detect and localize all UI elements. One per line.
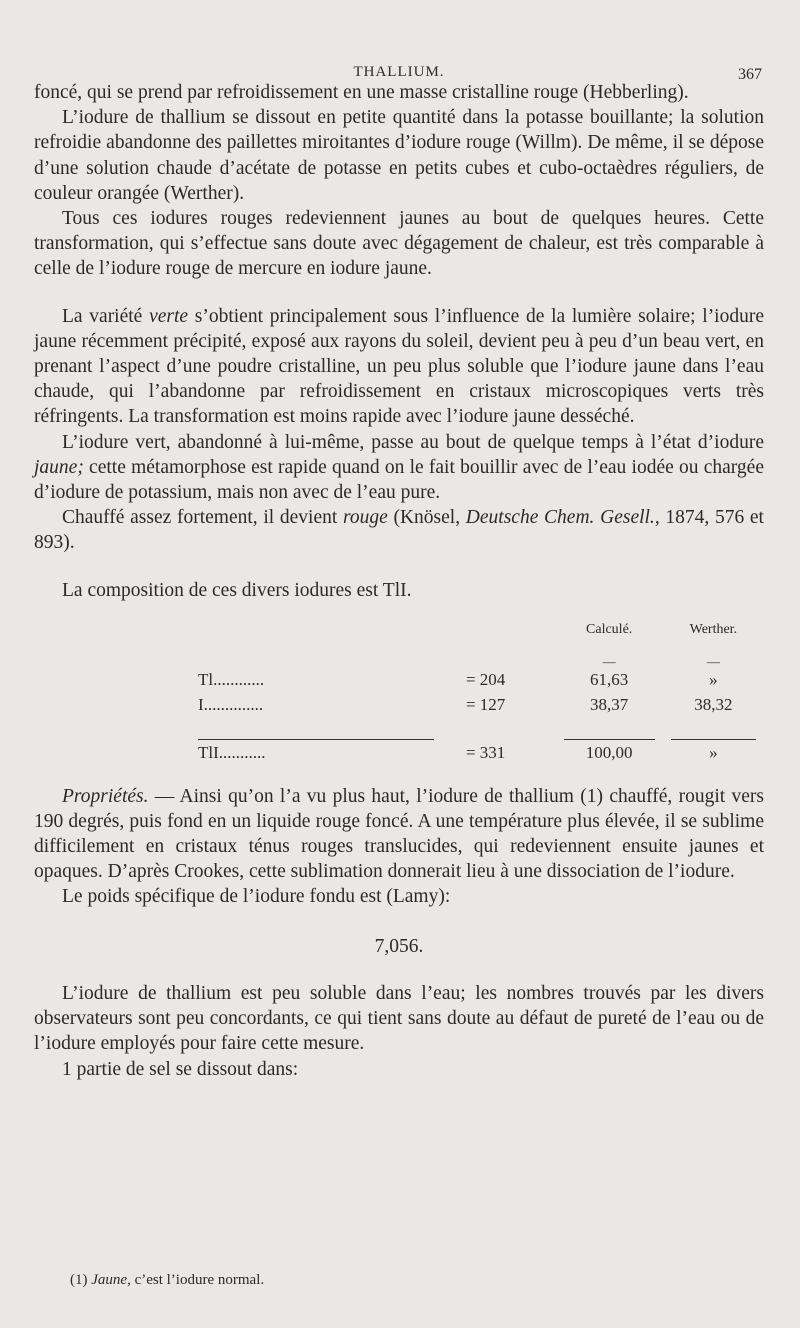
paragraph-5 — [34, 430, 764, 506]
total-equivalent: = 331 — [465, 743, 506, 763]
total-werther: » — [709, 743, 718, 763]
row-equivalent: = 127 — [465, 695, 506, 715]
header-werther: Werther. — [689, 621, 738, 637]
page-header — [34, 52, 764, 83]
row-werther: » — [709, 670, 718, 690]
row-label: Tl............ — [198, 670, 265, 690]
paragraph-2: L’iodure de thallium se dissout en petite quantité dans la potasse bouillante; la solution refroidie abandonne des paillettes miroitantes d’iodure rouge (Willm). De même, il se dépose d’une solution chaude d’acétate de potasse en petits cubes et cubo-octaèdres réguliers, de couleur orangée (Werther). — [34, 107, 764, 204]
running-title: THALLIUM. — [353, 64, 445, 80]
table-row — [34, 692, 764, 717]
dash-calcule: — — [602, 654, 616, 670]
paragraph-6-emphasis: rouge — [343, 507, 388, 529]
footnote-mark: (1) — [70, 1272, 92, 1288]
paragraph-partie: 1 partie de sel se dissout dans: — [62, 1058, 299, 1080]
journal-title: Deutsche Chem. Gesell. — [465, 507, 655, 529]
footnote — [70, 1268, 264, 1293]
paragraph-6 — [34, 505, 764, 555]
footnote-text: c’est l’iodure normal. — [130, 1272, 265, 1288]
paragraph-proprietes-text: — Ainsi qu’on l’a vu plus haut, l’iodure de thallium (1) chauffé, rougit vers 190 degrés, puis fond en un liquide rouge foncé. A une température plus élevée, il se sublime difficilement en cristaux ténus rouges translucides, qui redeviennent ensuite jaunes et opaques. D’après Crookes, cette sublimation donnerait lieu à une dissociation de l’iodure. — [34, 785, 764, 883]
paragraph-4 — [34, 304, 764, 430]
page-number: 367 — [738, 66, 762, 83]
paragraph-5-start: L’iodure vert, abandonné à lui-même, passe au bout de quelque temps à l’état d’iodure — [62, 431, 764, 453]
total-calcule: 100,00 — [585, 743, 633, 763]
table-total-row — [34, 740, 764, 765]
paragraph-5-end: cette métamorphose est rapide quand on le fait bouillir avec de l’eau iodée ou chargée d’iodure de potassium, mais non avec de l’eau pure. — [34, 456, 764, 504]
section-heading: Propriétés. — [62, 785, 149, 807]
paragraph-1: foncé, qui se prend par refroidissement en une masse cristalline rouge (Hebberling). — [34, 82, 689, 103]
paragraph-6-start: Chauffé assez fortement, il devient — [62, 507, 343, 529]
total-label: TlI........... — [198, 743, 266, 763]
paragraph-4-end: s’obtient principalement sous l’influence de la lumière solaire; l’iodure jaune récemment précipité, exposé aux rayons du soleil, devient peu à peu d’un beau vert, en prenant l’aspect d’une poudre cristalline, un peu plus soluble que l’iodure jaune dans l’eau chaude, qui l’abandonne par refroidissement en cristaux microscopiques verts très réfringents. La transformation est moins rapide avec l’iodure jaune desséché. — [34, 305, 764, 428]
paragraph-6-middle: (Knösel, — [387, 507, 466, 529]
row-equivalent: = 204 — [465, 670, 506, 690]
paragraph-poids: Le poids spécifique de l’iodure fondu est (Lamy): — [62, 886, 451, 908]
header-calcule: Calculé. — [586, 621, 633, 637]
paragraph-5-emphasis: jaune; — [34, 456, 84, 478]
composition-table — [34, 617, 764, 766]
paragraph-proprietes — [34, 784, 764, 885]
paragraph-4-emphasis: verte — [149, 305, 189, 327]
paragraph-solubilite: L’iodure de thallium est peu soluble dans l’eau; les nombres trouvés par les divers observateurs sont peu concordants, ce qui tient sans doute au défaut de pureté de l’eau ou de l’iodure employés pour faire cette mesure. — [34, 982, 764, 1055]
row-label: I.............. — [198, 695, 264, 715]
specific-gravity-value: 7,056. — [374, 935, 424, 957]
paragraph-7: La composition de ces divers iodures est TlI. — [62, 579, 412, 601]
paragraph-3: Tous ces iodures rouges redeviennent jaunes au bout de quelques heures. Cette transformation, qui s’effectue sans doute avec dégagement de chaleur, est très comparable à celle de l’iodure rouge de mercure en iodure jaune. — [34, 208, 764, 280]
footnote-emphasis: Jaune, — [91, 1272, 131, 1288]
row-calcule: 38,37 — [590, 695, 629, 715]
dash-werther: — — [706, 654, 720, 670]
row-calcule: 61,63 — [590, 670, 629, 690]
paragraph-4-start: La variété — [62, 305, 150, 327]
paragraph-6-end: , 1874, 576 et 893). — [34, 507, 764, 554]
row-werther: 38,32 — [694, 695, 733, 715]
table-row — [34, 667, 764, 692]
